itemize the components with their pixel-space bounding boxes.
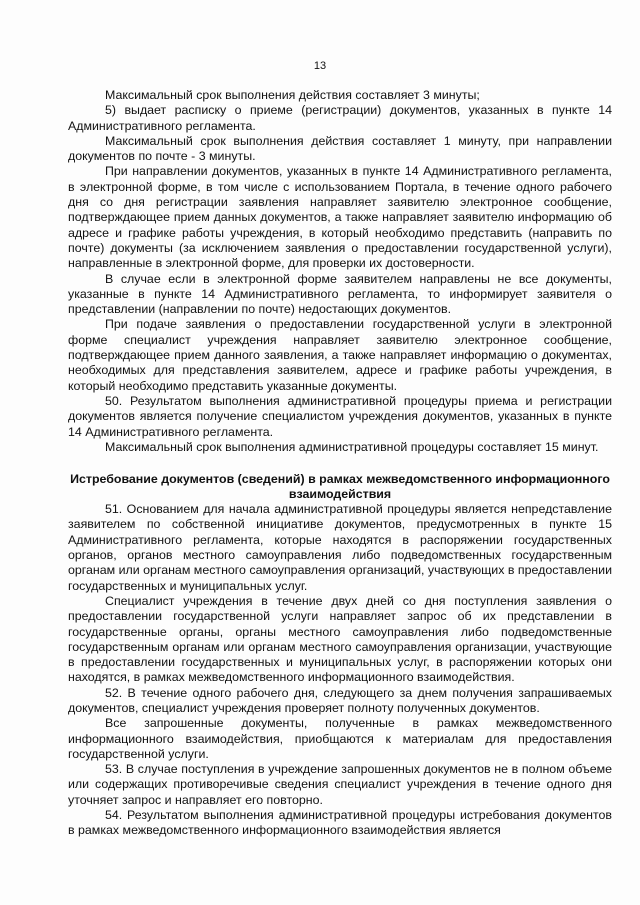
paragraph: Максимальный срок выполнения действия составляет 3 минуты;	[105, 88, 480, 102]
paragraph: 51. Основанием для начала административной процедуры является непредставление заявителем по собственной инициативе документов, предусмотренных в пункте 15 Административного регламента, которые находятся в распоряжении государственных органов, органов местного самоуправления либо подведомственных государственным органам или органам местного самоуправления организаций, участвующих в предоставлении государственных и муниципальных услуг.	[68, 502, 612, 593]
paragraph: Максимальный срок выполнения действия составляет 1 минуту, при направлении документов по почте - 3 минуты.	[68, 133, 612, 164]
paragraph: При направлении документов, указанных в пункте 14 Административного регламента, в электронной форме, в том числе с использованием Портала, в течение одного рабочего дня со дня регистрации заявления направляет заявителю электронное сообщение, подтверждающее прием данных документов, а также направляет заявителю информацию об адресе и графике работы учреждения, в который необходимо представить (направить по почте) документы (за исключением заявления о предоставлении государственной услуги), направленные в электронной форме, для проверки их достоверности.	[68, 164, 612, 271]
document-body	[68, 88, 612, 839]
paragraph: 54. Результатом выполнения административной процедуры истребования документов в рамках межведомственного информационного взаимодействия является	[68, 808, 612, 838]
section-heading: Истребование документов (сведений) в рамках межведомственного информационного взаимодействия	[70, 472, 610, 502]
paragraph: Специалист учреждения в течение двух дней со дня поступления заявления о предоставлении государственной услуги направляет запрос об их представлении в государственные органы, органы местного самоуправления либо подведомственные государственным органам или органам местного самоуправления организации, участвующие в предоставлении государственных и муниципальных услуг, в распоряжении которых они находятся, в рамках межведомственного информационного взаимодействия.	[68, 593, 612, 685]
paragraph: Максимальный срок выполнения административной процедуры составляет 15 минут.	[105, 439, 599, 454]
page-number: 13	[313, 60, 327, 72]
paragraph: 50. Результатом выполнения административной процедуры приема и регистрации документов является получение специалистом учреждения документов, указанных в пункте 14 Административного регламента.	[68, 393, 612, 439]
paragraph: 5) выдает расписку о приеме (регистрации) документов, указанных в пункте 14 Административного регламента.	[68, 103, 612, 133]
paragraph: В случае если в электронной форме заявителем направлены не все документы, указанные в пункте 14 Административного регламента, то информирует заявителя о представлении (направлении по почте) недостающих документов.	[68, 271, 612, 317]
paragraph: 53. В случае поступления в учреждение запрошенных документов не в полном объеме или содержащих противоречивые сведения специалист учреждения в течение одного дня уточняет запрос и направляет его повторно.	[68, 762, 612, 807]
paragraph: При подаче заявления о предоставлении государственной услуги в электронной форме специалист учреждения направляет заявителю электронное сообщение, подтверждающее прием данного заявления, а также направляет информацию о документах, необходимых для представления заявителем, адресе и графике работы учреждения, в который необходимо представить указанные документы.	[68, 317, 612, 393]
paragraph: Все запрошенные документы, полученные в рамках межведомственного информационного взаимодействия, приобщаются к материалам для предоставления государственной услуги.	[68, 716, 612, 761]
paragraph: 52. В течение одного рабочего дня, следующего за днем получения запрашиваемых документов, специалист учреждения проверяет полноту полученных документов.	[68, 685, 612, 715]
